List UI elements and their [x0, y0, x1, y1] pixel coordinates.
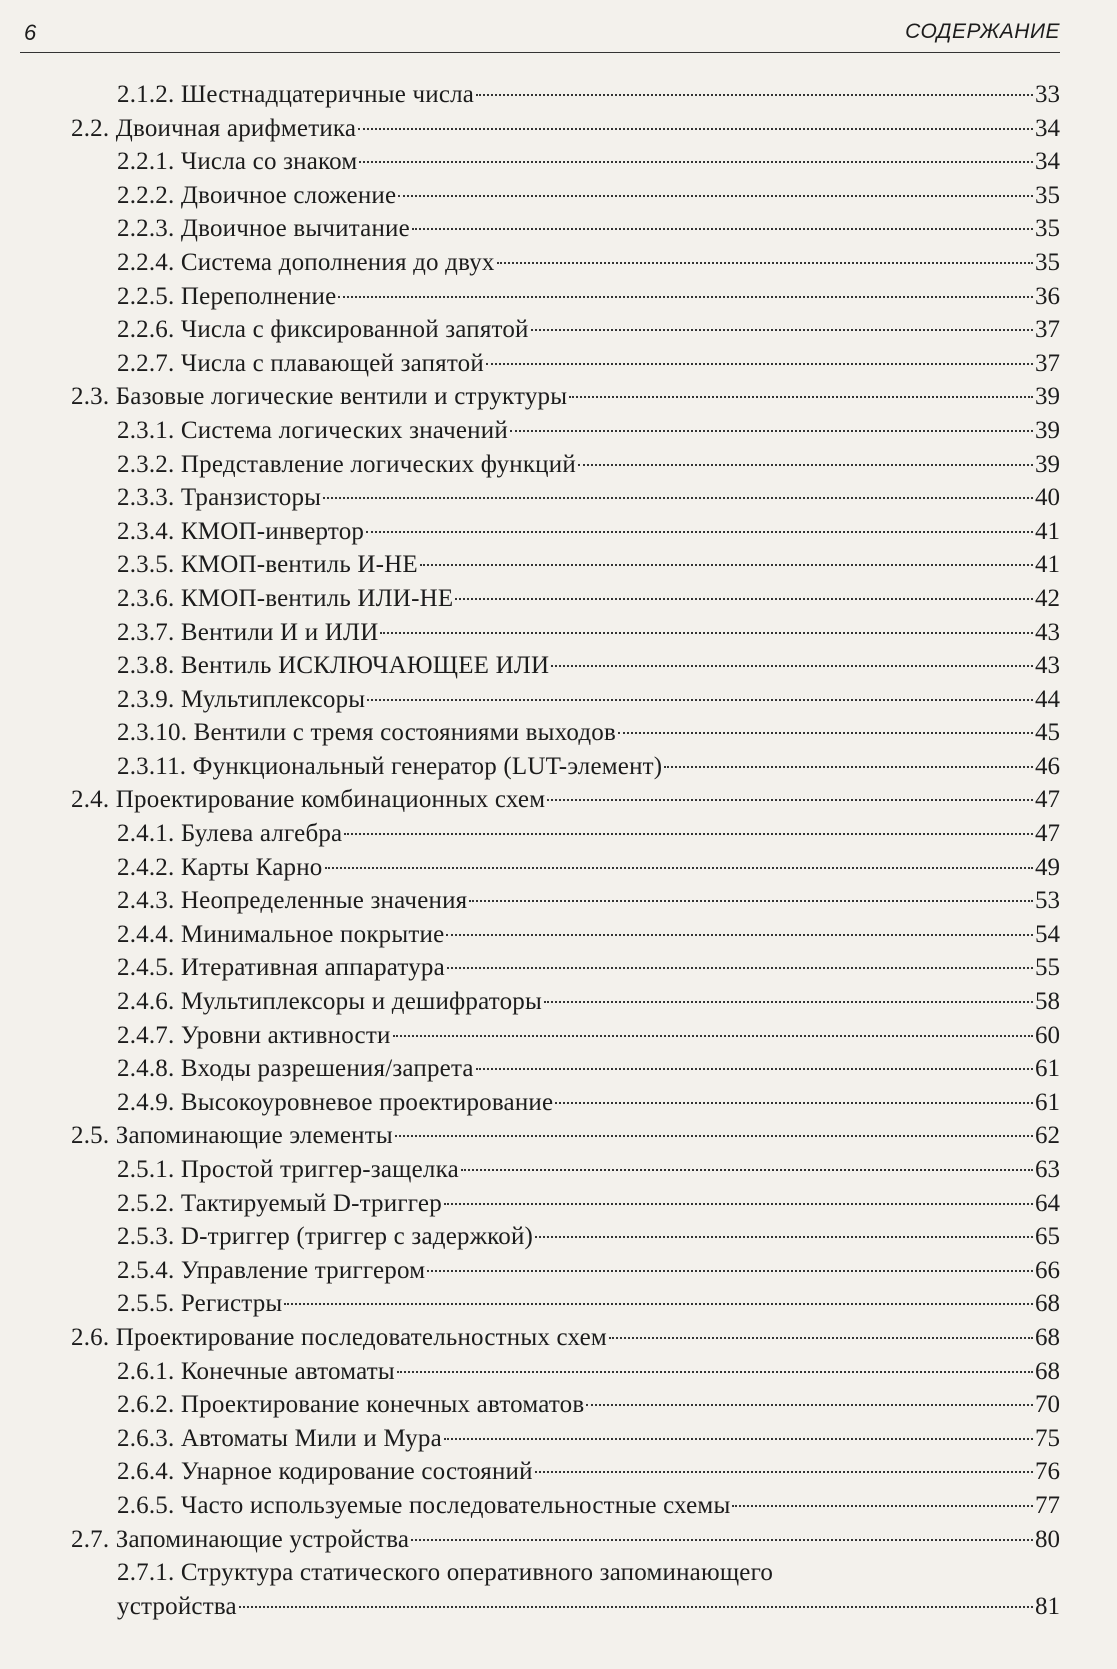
dot-leader — [476, 1068, 1033, 1070]
toc-entry — [0, 851, 1117, 885]
toc-entry-page: 34 — [1035, 148, 1060, 176]
dot-leader — [486, 363, 1033, 365]
toc-entry-label: 2.4.8. Входы разрешения/запрета — [117, 1055, 474, 1083]
dot-leader — [323, 497, 1033, 499]
dot-leader — [618, 732, 1033, 734]
toc-entry-page: 65 — [1035, 1223, 1060, 1251]
toc-entry — [0, 414, 1117, 448]
toc-entry-page: 39 — [1035, 450, 1060, 478]
toc-entry-label: 2.4.6. Мультиплексоры и дешифраторы — [117, 988, 542, 1016]
dot-leader — [446, 934, 1033, 936]
toc-entry — [0, 313, 1117, 347]
toc-entry-label: 2.2.1. Числа со знаком — [117, 148, 358, 176]
toc-entry-page: 37 — [1035, 316, 1060, 344]
toc-entry — [0, 1321, 1117, 1355]
toc-entry-page: 35 — [1035, 181, 1060, 209]
dot-leader — [447, 967, 1033, 969]
dot-leader — [359, 161, 1033, 163]
toc-entry-label: 2.5. Запоминающие элементы — [71, 1122, 393, 1150]
toc-entry-page: 68 — [1035, 1357, 1060, 1385]
dot-leader — [367, 699, 1033, 701]
toc-entry-label: 2.2.3. Двоичное вычитание — [117, 215, 410, 243]
dot-leader — [510, 430, 1033, 432]
toc-entry-page: 64 — [1035, 1189, 1060, 1217]
dot-leader — [395, 1135, 1033, 1137]
toc-entry — [0, 145, 1117, 179]
dot-leader — [586, 1404, 1033, 1406]
dot-leader — [664, 766, 1033, 768]
toc-entry — [0, 1153, 1117, 1187]
toc-entry-label: 2.6.2. Проектирование конечных автоматов — [117, 1391, 585, 1419]
toc-entry-page: 49 — [1035, 853, 1060, 881]
toc-entry — [0, 246, 1117, 280]
toc-entry-page: 44 — [1035, 685, 1060, 713]
toc-entry-page: 58 — [1035, 988, 1060, 1016]
toc-entry — [0, 112, 1117, 146]
toc-entry-label: 2.2.5. Переполнение — [117, 282, 337, 310]
toc-entry — [0, 783, 1117, 817]
toc-entry-label: 2.7. Запоминающие устройства — [71, 1525, 410, 1553]
dot-leader — [461, 1169, 1033, 1171]
toc-entry — [0, 1086, 1117, 1120]
toc-entry-label: 2.4.9. Высокоуровневое проектирование — [117, 1088, 554, 1116]
dot-leader — [412, 228, 1033, 230]
dot-leader — [325, 867, 1033, 869]
toc-entry-label: 2.3.8. Вентиль ИСКЛЮЧАЮЩЕЕ ИЛИ — [117, 652, 550, 680]
dot-leader — [420, 564, 1033, 566]
toc-entry-page: 43 — [1035, 618, 1060, 646]
toc-entry-page: 39 — [1035, 383, 1060, 411]
dot-leader — [578, 464, 1033, 466]
toc-entry-label: 2.3.9. Мультиплексоры — [117, 685, 366, 713]
toc-entry-label: 2.5.2. Тактируемый D-триггер — [117, 1189, 442, 1217]
dot-leader — [497, 262, 1033, 264]
dot-leader — [398, 195, 1033, 197]
toc-entry — [0, 1355, 1117, 1389]
toc-entry — [0, 78, 1117, 112]
toc-entry-label: 2.3.10. Вентили с тремя состояниями выходов — [117, 719, 616, 747]
toc-entry-page: 42 — [1035, 584, 1060, 612]
toc-entry — [0, 347, 1117, 381]
toc-entry — [0, 1388, 1117, 1422]
toc-entry-page: 39 — [1035, 416, 1060, 444]
toc-entry — [0, 683, 1117, 717]
toc-entry-label: 2.2.6. Числа с фиксированной запятой — [117, 316, 529, 344]
toc-entry-page: 60 — [1035, 1021, 1060, 1049]
toc-entry-label: 2.6.5. Часто используемые последовательностные схемы — [117, 1491, 731, 1519]
toc-entry-page: 37 — [1035, 349, 1060, 377]
section-title: СОДЕРЖАНИЕ — [905, 20, 1060, 43]
toc-entry-label: 2.3. Базовые логические вентили и структуры — [71, 383, 568, 411]
toc-entry-label: 2.3.11. Функциональный генератор (LUT-элемент) — [117, 752, 663, 780]
page-number: 6 — [24, 20, 37, 45]
toc-entry-label: 2.3.2. Представление логических функций — [117, 450, 576, 478]
toc-entry-page: 36 — [1035, 282, 1060, 310]
toc-entry-page: 41 — [1035, 551, 1060, 579]
dot-leader — [531, 329, 1033, 331]
toc-entry-label: 2.6.1. Конечные автоматы — [117, 1357, 395, 1385]
toc-entry — [0, 515, 1117, 549]
toc-entry-page: 33 — [1035, 81, 1060, 108]
dot-leader — [569, 396, 1033, 398]
toc-entry — [0, 1455, 1117, 1489]
dot-leader — [366, 531, 1033, 533]
toc-entry-label: 2.1.2. Шестнадцатеричные числа — [117, 81, 475, 108]
toc-entry-page: 81 — [1035, 1592, 1060, 1620]
toc-entry-page: 40 — [1035, 484, 1060, 512]
dot-leader — [469, 900, 1033, 902]
dot-leader — [609, 1337, 1033, 1339]
toc-entry — [0, 1052, 1117, 1086]
toc-entry — [0, 380, 1117, 414]
toc-entry — [0, 548, 1117, 582]
dot-leader — [380, 632, 1033, 634]
toc-entry — [0, 1287, 1117, 1321]
dot-leader — [544, 1001, 1033, 1003]
toc-entry — [0, 448, 1117, 482]
toc-entry-page: 34 — [1035, 114, 1060, 142]
toc-entry — [0, 1019, 1117, 1053]
toc-entry-label: 2.2.7. Числа с плавающей запятой — [117, 349, 484, 377]
toc-entry — [0, 212, 1117, 246]
dot-leader — [535, 1236, 1033, 1238]
toc-entry-page: 35 — [1035, 248, 1060, 276]
toc-entry — [0, 616, 1117, 650]
toc-entry — [0, 918, 1117, 952]
toc-entry-page: 63 — [1035, 1156, 1060, 1183]
toc-entry-label: 2.6. Проектирование последовательностных схем — [71, 1323, 607, 1351]
toc-entry-page: 55 — [1035, 954, 1060, 982]
toc-entry-label: 2.4.1. Булева алгебра — [117, 820, 343, 848]
toc-entry-label: 2.3.7. Вентили И и ИЛИ — [117, 618, 379, 646]
toc-entry-label: 2.3.4. КМОП-инвертор — [117, 517, 365, 545]
toc-entry-page: 46 — [1035, 752, 1060, 780]
toc-entry-label: 2.6.4. Унарное кодирование состояний — [117, 1458, 533, 1486]
toc-entry — [0, 1556, 1117, 1623]
dot-leader — [393, 1035, 1033, 1037]
toc-entry — [0, 649, 1117, 683]
toc-entry — [0, 985, 1117, 1019]
toc-entry — [0, 951, 1117, 985]
dot-leader — [358, 128, 1033, 130]
toc-entry-label-continued: устройства — [117, 1592, 237, 1620]
toc-entry — [0, 1254, 1117, 1288]
dot-leader — [239, 1606, 1033, 1608]
toc-entry-label: 2.4.3. Неопределенные значения — [117, 887, 468, 915]
toc-entry-label: 2.2.4. Система дополнения до двух — [117, 248, 495, 276]
toc-entry-page: 62 — [1035, 1122, 1060, 1150]
toc-entry-page: 35 — [1035, 215, 1060, 243]
dot-leader — [555, 1102, 1033, 1104]
toc-entry — [0, 481, 1117, 515]
toc-entry — [0, 1187, 1117, 1221]
toc-entry-page: 41 — [1035, 517, 1060, 545]
dot-leader — [455, 598, 1033, 600]
dot-leader — [535, 1471, 1033, 1473]
toc-entry — [0, 179, 1117, 213]
dot-leader — [476, 94, 1033, 96]
toc-entry-label: 2.3.5. КМОП-вентиль И-НЕ — [117, 551, 418, 579]
dot-leader — [284, 1303, 1033, 1305]
toc-entry-page: 47 — [1035, 786, 1060, 814]
toc-entry-label: 2.6.3. Автоматы Мили и Мура — [117, 1424, 442, 1452]
toc-entry — [0, 280, 1117, 314]
toc-entry — [0, 1422, 1117, 1456]
toc-entry-page: 68 — [1035, 1290, 1060, 1318]
toc-entry-label: 2.7.1. Структура статического оперативного запоминающего — [117, 1559, 774, 1587]
toc-entry-label: 2.3.6. КМОП-вентиль ИЛИ-НЕ — [117, 584, 454, 612]
toc-entry-label: 2.3.1. Система логических значений — [117, 416, 508, 444]
toc-entry-label: 2.4. Проектирование комбинационных схем — [71, 786, 546, 814]
toc-entry-label: 2.5.5. Регистры — [117, 1290, 283, 1318]
dot-leader — [551, 665, 1033, 667]
toc-entry — [0, 1220, 1117, 1254]
dot-leader — [397, 1371, 1033, 1373]
toc-entry — [0, 750, 1117, 784]
toc-entry-page: 70 — [1035, 1391, 1060, 1419]
toc-entry-label: 2.5.4. Управление триггером — [117, 1256, 426, 1284]
toc-entry — [0, 582, 1117, 616]
toc-entry-page: 45 — [1035, 719, 1060, 747]
toc-entry-page: 80 — [1035, 1525, 1060, 1553]
toc-entry-label: 2.4.4. Минимальное покрытие — [117, 920, 445, 948]
toc-entry — [0, 884, 1117, 918]
toc-entry-label: 2.4.7. Уровни активности — [117, 1021, 391, 1049]
dot-leader — [427, 1270, 1033, 1272]
toc-entry-page: 76 — [1035, 1458, 1060, 1486]
toc-entry-page: 75 — [1035, 1424, 1060, 1452]
dot-leader — [444, 1438, 1033, 1440]
toc-entry — [0, 1489, 1117, 1523]
toc-entry-page: 54 — [1035, 920, 1060, 948]
toc-entry-page: 47 — [1035, 820, 1060, 848]
toc-entry-label: 2.2. Двоичная арифметика — [71, 114, 357, 142]
toc-entry-page: 61 — [1035, 1088, 1060, 1116]
toc-entry-page: 43 — [1035, 652, 1060, 680]
dot-leader — [444, 1203, 1033, 1205]
toc-entry-label: 2.5.1. Простой триггер-защелка — [117, 1156, 459, 1183]
toc-entry-label: 2.5.3. D-триггер (триггер с задержкой) — [117, 1223, 534, 1251]
dot-leader — [344, 833, 1033, 835]
dot-leader — [732, 1505, 1033, 1507]
toc-entry-page: 61 — [1035, 1055, 1060, 1083]
toc-entry-label: 2.4.2. Карты Карно — [117, 853, 323, 881]
toc-entry-page: 77 — [1035, 1491, 1060, 1519]
running-header — [20, 18, 1060, 53]
dot-leader — [547, 799, 1033, 801]
toc-entry-label: 2.3.3. Транзисторы — [117, 484, 322, 512]
toc-entry-label: 2.2.2. Двоичное сложение — [117, 181, 397, 209]
toc-entry-label: 2.4.5. Итеративная аппаратура — [117, 954, 445, 982]
toc-entry-page: 68 — [1035, 1323, 1060, 1351]
toc-entry-page: 66 — [1035, 1256, 1060, 1284]
toc-entry — [0, 817, 1117, 851]
toc-entry — [0, 716, 1117, 750]
toc-entry — [0, 1119, 1117, 1153]
table-of-contents — [0, 78, 1117, 1623]
toc-entry-page: 53 — [1035, 887, 1060, 915]
dot-leader — [411, 1539, 1033, 1541]
toc-entry — [0, 1523, 1117, 1557]
dot-leader — [338, 296, 1033, 298]
